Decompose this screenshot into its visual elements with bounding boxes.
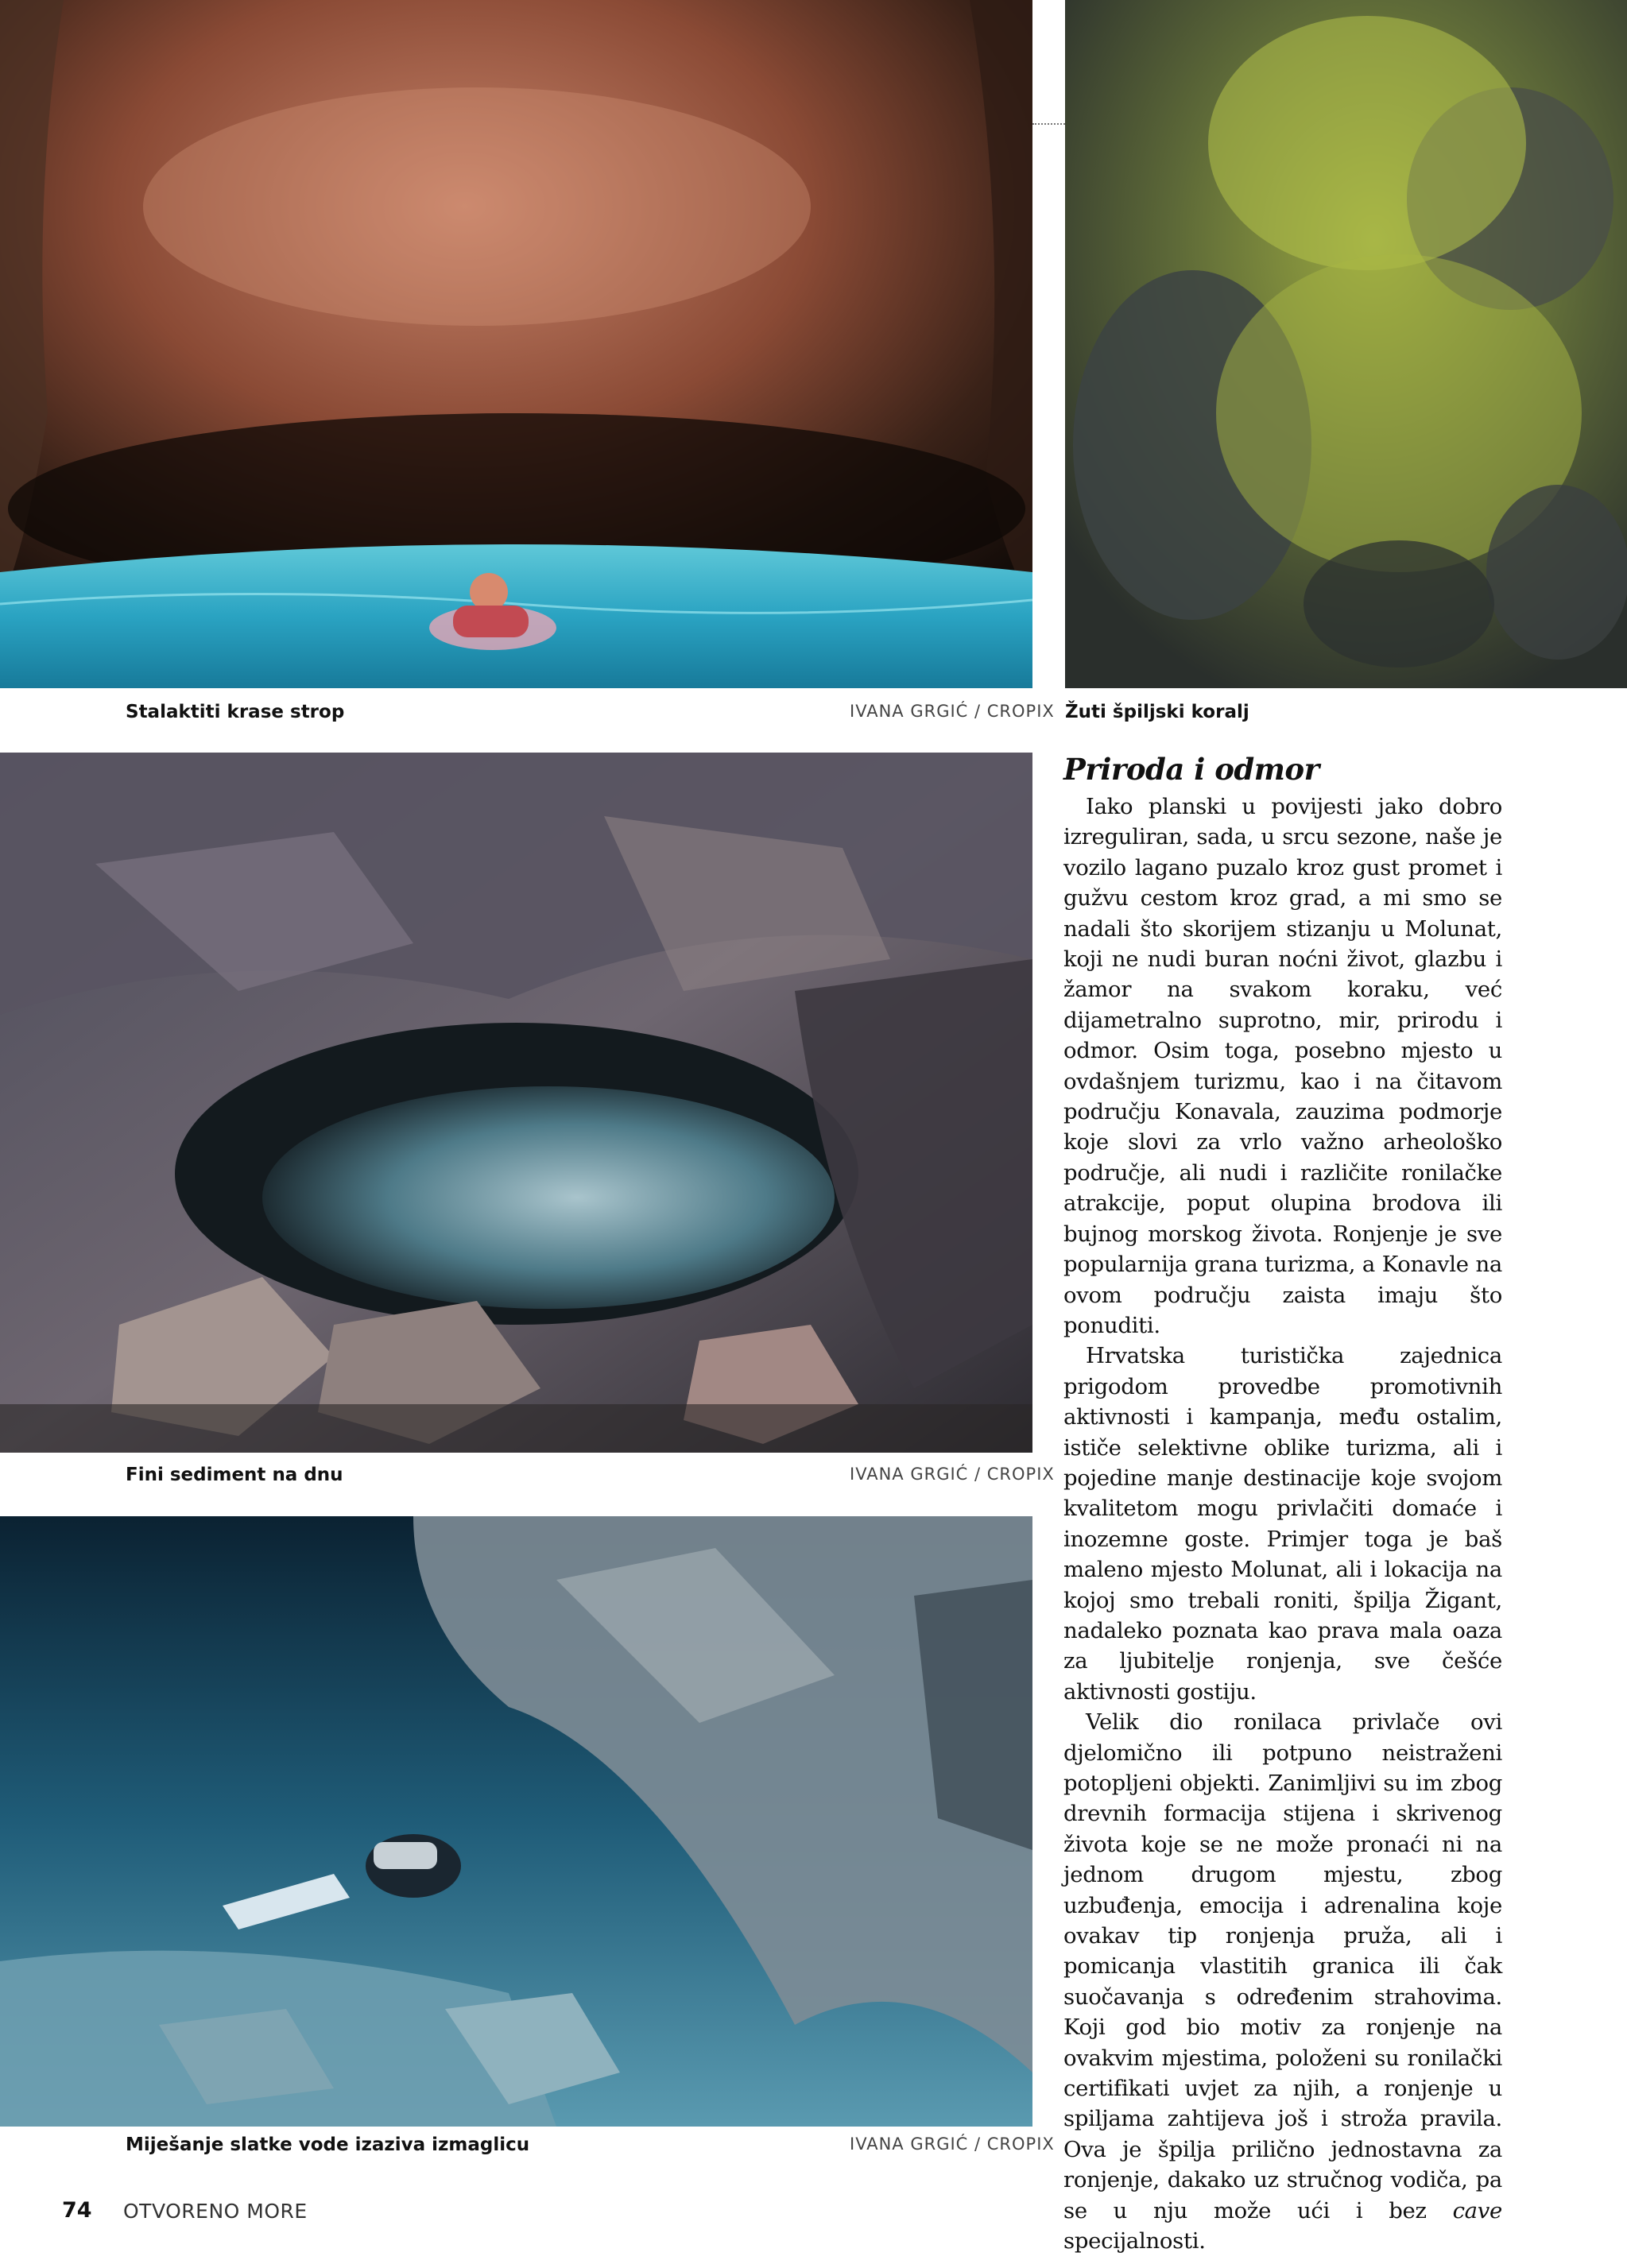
caption-fine-sediment: Fini sediment na dnu bbox=[126, 1465, 343, 1485]
caption-yellow-coral: Žuti špiljski koralj bbox=[1065, 702, 1249, 722]
article-italic-word: cave bbox=[1452, 2197, 1502, 2223]
article-paragraph-text: Velik dio ronilaca privlače ovi djelomično ili potpuno neistraženi potopljeni objekti. Zanimljivi su im zbog drevnih formacija stijena i skrivenog života koje se ne može pronaći ni na jednom drugom mjestu, zbog uzbuđenja, emocija i adrenalina koje ovakav tip ronjenja pruža, ali i pomicanja vlastitih granica ili čak suočavanja s određenim strahovima. Koji god bio motiv za ronjenje na ovakvim mjestima, položeni su ronilački certifikati uvjet za njih, a ronjenje u spiljama zahtijeva još i stroža pravila. Ova je špilja prilično jednostavna za ronjenje, dakako uz stručnog vodiča, pa se u nju može ući i bez bbox=[1063, 1709, 1502, 2223]
credit-stalactites: IVANA GRGIĆ / CROPIX bbox=[850, 702, 1055, 721]
photo-stalactite-ceiling bbox=[0, 0, 1032, 688]
caption-water-mixing: Miješanje slatke vode izaziva izmaglicu bbox=[126, 2134, 530, 2155]
credit-water-mixing: IVANA GRGIĆ / CROPIX bbox=[850, 2134, 1055, 2154]
credit-fine-sediment: IVANA GRGIĆ / CROPIX bbox=[850, 1465, 1055, 1484]
publication-name: OTVORENO MORE bbox=[123, 2200, 308, 2223]
article-paragraph-tail: specijalnosti. bbox=[1063, 2228, 1206, 2254]
article-column bbox=[1063, 752, 1502, 2257]
article-heading: Priroda i odmor bbox=[1063, 752, 1319, 787]
photo-fine-sediment bbox=[0, 753, 1032, 1453]
caption-leader-line bbox=[1032, 123, 1065, 125]
photo-water-mixing bbox=[0, 1516, 1032, 2127]
article-paragraph: Iako planski u povijesti jako dobro izreguliran, sada, u srcu sezone, naše je vozilo lagano puzalo kroz gust promet i gužvu cestom kroz grad, a mi smo se nadali što skorijem stizanju u Molunat, koji ne nudi buran noćni život, glazbu i žamor na svakom koraku, već dijametralno suprotno, mir, prirodu i odmor. Osim toga, posebno mjesto u ovdašnjem turizmu, kao i na čitavom području Konavala, zauzima podmorje koje slovi za vrlo važno arheološko područje, ali nudi i različite ronilačke atrakcije, poput olupina brodova ili bujnog morskog života. Ronjenje je sve popularnija grana turizma, a Konavle na ovom području zaista imaju što ponuditi. bbox=[1063, 794, 1502, 1338]
page-number: 74 bbox=[62, 2198, 92, 2223]
article-paragraph-last bbox=[1063, 1707, 1502, 2256]
article-paragraph: Hrvatska turistička zajednica prigodom provedbe promotivnih aktivnosti i kampanja, među ostalim, ističe selektivne oblike turizma, ali i pojedine manje destinacije koje svojom kvalitetom mogu privlačiti domaće i inozemne goste. Primjer toga je baš maleno mjesto Molunat, ali i lokacija na kojoj smo trebali roniti, špilja Žigant, nadaleko poznata kao prava mala oaza za ljubitelje ronjenja, sve češće aktivnosti gostiju. bbox=[1063, 1343, 1502, 1705]
caption-stalactites: Stalaktiti krase strop bbox=[126, 702, 345, 722]
photo-yellow-coral bbox=[1065, 0, 1627, 688]
